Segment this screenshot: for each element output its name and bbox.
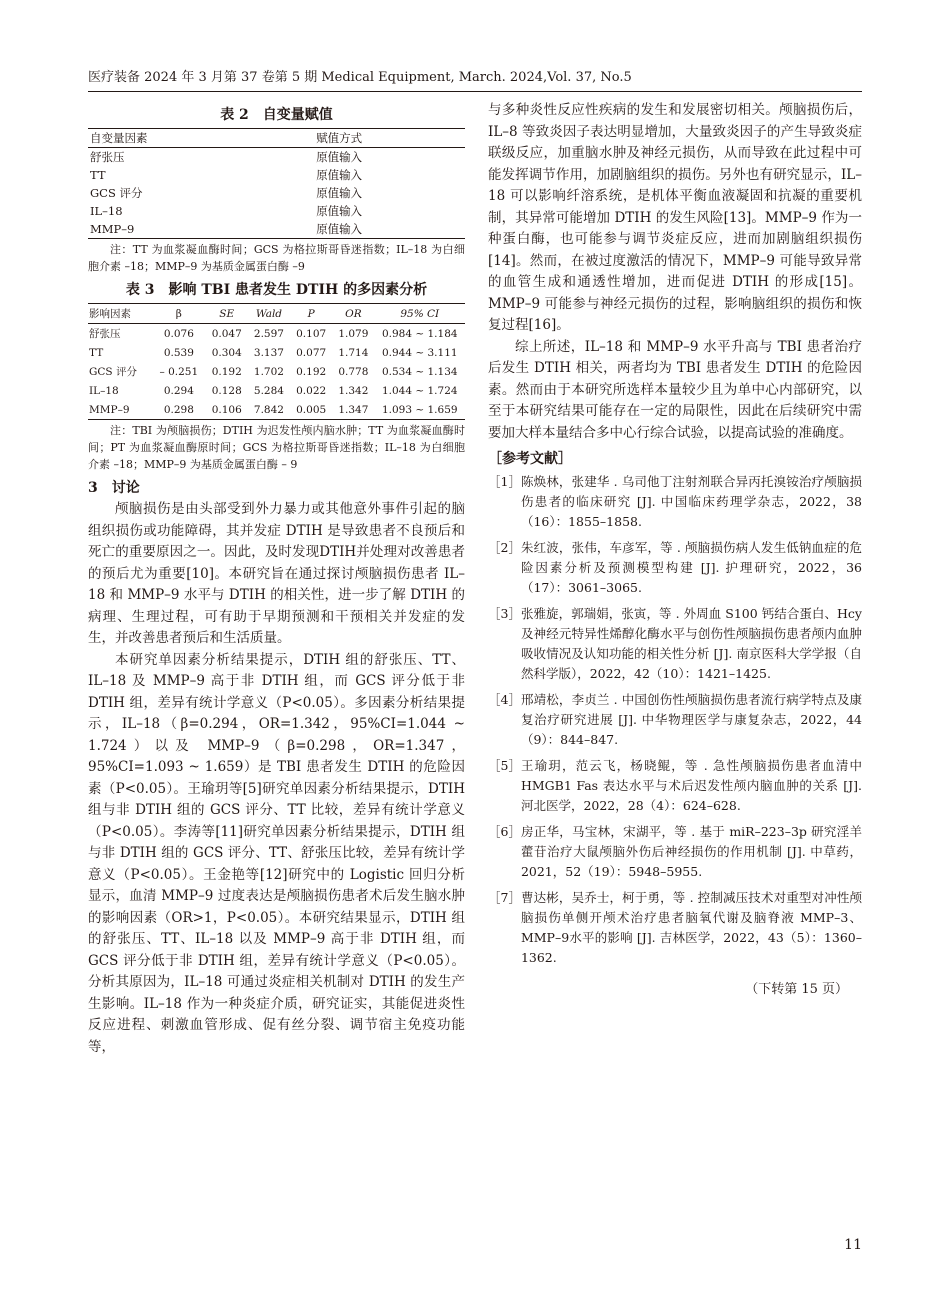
table3 (88, 303, 465, 420)
table-row (88, 324, 465, 344)
table-cell: 原值输入 (314, 220, 465, 239)
table3-header-cell: SE (206, 304, 248, 324)
left-column (88, 100, 465, 1058)
reference-item (488, 888, 862, 968)
table-cell: 0.077 (296, 346, 327, 359)
table-cell: 0.294 (163, 384, 194, 397)
reference-item (488, 756, 862, 816)
table3-header-row (88, 304, 465, 324)
right-column (488, 100, 862, 997)
table-cell: 0.534 ~ 1.134 (381, 365, 458, 378)
table-cell: GCS 评分 (90, 186, 143, 200)
reference-number: ［4］ (488, 692, 521, 707)
reference-item (488, 538, 862, 598)
table-row (88, 343, 465, 362)
table3-header-cell: 95% CI (375, 304, 465, 324)
table-cell: GCS 评分 (89, 366, 137, 378)
table3-header-cell: P (290, 304, 332, 324)
body-paragraph: 综上所述，IL–18 和 MMP–9 水平升高与 TBI 患者治疗后发生 DTIH 相关，两者均为 TBI 患者发生 DTIH 的危险因素。然而由于本研究所选样本量较少且为单中心内部研究，以至于本研究结果可能存在一定的局限性，因此在后续研究中需要加大样本量结合多中心行综合试验，以提高试验的准确度。 (488, 338, 862, 441)
table-cell: IL–18 (89, 384, 119, 397)
table2-header-cell: 赋值方式 (314, 129, 465, 148)
reference-text: 曹达彬，吴乔士，柯于勇，等 . 控制减压技术对重型对冲性颅脑损伤单侧开颅术治疗患者脑氧代谢及脑脊液 MMP–3、MMP–9水平的影响 [J]. 吉林医学，2022，43（5）：1360–1362. (520, 890, 862, 965)
table-row (88, 381, 465, 400)
reference-number: ［3］ (488, 606, 521, 621)
table-cell: 1.702 (253, 365, 284, 378)
table2-header-cell: 自变量因素 (88, 129, 314, 148)
table-cell: 1.342 (338, 384, 369, 397)
table3-header-cell: Wald (248, 304, 290, 324)
table2-caption: 表 2 自变量赋值 (220, 107, 333, 123)
table-cell: 0.298 (152, 400, 206, 420)
table-cell: 0.539 (163, 346, 194, 359)
table-cell: 0.304 (211, 346, 242, 359)
table3-header-cell: β (152, 304, 206, 324)
reference-list (488, 472, 862, 968)
table-cell: IL–18 (90, 204, 123, 218)
table-cell: 7.842 (248, 400, 290, 420)
table-cell: 0.944 ~ 3.111 (381, 346, 458, 359)
reference-number: ［2］ (488, 540, 521, 555)
table-cell: 舒张压 (90, 150, 125, 164)
table-cell: MMP–9 (88, 400, 152, 420)
table2 (88, 128, 465, 239)
table-cell: 0.107 (296, 327, 327, 340)
reference-text: 王瑜玥，范云飞，杨晓鲲，等 . 急性颅脑损伤患者血清中 HMGB1 Fas 表达水平与术后迟发性颅内脑血肿的关系 [J]. 河北医学，2022，28（4）：624–628. (520, 758, 862, 813)
table-cell: 舒张压 (89, 328, 121, 340)
table3-header-cell: 影响因素 (88, 304, 152, 324)
reference-text: 房正华，马宝林，宋湖平，等 . 基于 miR–223–3p 研究淫羊藿苷治疗大鼠颅脑外伤后神经损伤的作用机制 [J]. 中草药，2021，52（19）：5948–5955. (520, 824, 862, 879)
reference-text: 张雅旋，郭瑞娟，张寅，等 . 外周血 S100 钙结合蛋白、Hcy 及神经元特异性烯醇化酶水平与创伤性颅脑损伤患者颅内血肿吸收情况及认知功能的相关性分析 [J]. 南京医科大学学报（自然科学版），2022，42（10）：1421–1425. (520, 606, 862, 681)
table-cell: 原值输入 (316, 204, 363, 218)
table-cell: 0.192 (211, 365, 242, 378)
table3-caption: 表 3 影响 TBI 患者发生 DTIH 的多因素分析 (125, 282, 428, 298)
table-row (88, 184, 465, 202)
table-cell: 原值输入 (316, 186, 363, 200)
table-row (88, 148, 465, 167)
table-row (88, 202, 465, 220)
table-cell: 5.284 (253, 384, 284, 397)
page-number: 11 (844, 1237, 862, 1253)
table-cell: 0.022 (296, 384, 327, 397)
running-header: 医疗装备 2024 年 3 月第 37 卷第 5 期 Medical Equipment, March. 2024,Vol. 37, No.5 (88, 70, 632, 85)
reference-item (488, 822, 862, 882)
table2-header-row (88, 129, 465, 148)
table-cell: 1.079 (338, 327, 369, 340)
reference-number: ［6］ (488, 824, 521, 839)
table-cell: – 0.251 (159, 365, 199, 378)
table-row (88, 166, 465, 184)
reference-number: ［5］ (488, 758, 521, 773)
reference-text: 邢靖松，李贞兰 . 中国创伤性颅脑损伤患者流行病学特点及康复治疗研究进展 [J]. 中华物理医学与康复杂志，2022，44（9）：844–847. (520, 692, 862, 747)
table-cell: 0.128 (211, 384, 242, 397)
references-heading: ［参考文献］ (488, 451, 572, 467)
table-cell: 0.005 (290, 400, 332, 420)
table-cell: 0.076 (163, 327, 194, 340)
table-cell: 3.137 (253, 346, 284, 359)
table3-header-cell: OR (332, 304, 374, 324)
reference-item (488, 472, 862, 532)
table-cell: 0.984 ~ 1.184 (381, 327, 458, 340)
table3-note: 注：TBI 为颅脑损伤；DTIH 为迟发性颅内脑水肿；TT 为血浆凝血酶时间；PT 为血浆凝血酶原时间；GCS 为格拉斯哥昏迷指数；IL–18 为白细胞介素 –18；MMP–9 为基质金属蛋白酶 – 9 (88, 424, 465, 471)
reference-number: ［7］ (488, 890, 521, 905)
table-cell: MMP–9 (88, 220, 314, 239)
continued-note: （下转第 15 页） (745, 982, 848, 997)
table-cell: 1.093 ~ 1.659 (375, 400, 465, 420)
reference-text: 陈焕林，张建华 . 乌司他丁注射剂联合异丙托溴铵治疗颅脑损伤患者的临床研究 [J]. 中国临床药理学杂志，2022，38（16）：1855–1858. (520, 474, 862, 529)
table2-note: 注：TT 为血浆凝血酶时间；GCS 为格拉斯哥昏迷指数；IL–18 为白细胞介素 –18；MMP–9 为基质金属蛋白酶 –9 (88, 243, 465, 273)
table-cell: 0.106 (206, 400, 248, 420)
table-cell: 0.778 (338, 365, 369, 378)
table-cell: TT (89, 346, 104, 359)
table-row (88, 400, 465, 420)
reference-number: ［1］ (488, 474, 521, 489)
table-cell: 1.714 (338, 346, 369, 359)
body-paragraph: 与多种炎性反应性疾病的发生和发展密切相关。颅脑损伤后，IL–8 等致炎因子表达明显增加，大量致炎因子的产生导致炎症联级反应，加重脑水肿及神经元损伤，从而导致在此过程中可能发挥调节作用，加剧脑组织的损伤。另外也有研究显示，IL–18 可以影响纤溶系统，是机体平衡血液凝固和抗凝的重要机制，其异常可能增加 DTIH 的发生风险[13]。MMP–9 作为一种蛋白酶，也可能参与调节炎症反应，进而加剧脑组织损伤[14]。然而，在被过度激活的情况下，MMP–9 可能导致异常的血管生成和通透性增加，进而促进 DTIH 的形成[15]。MMP–9 可能参与神经元损伤的过程，影响脑组织的损伤和恢复过程[16]。 (488, 102, 862, 333)
table-cell: 原值输入 (316, 150, 363, 164)
reference-item (488, 604, 862, 684)
reference-text: 朱红波，张伟，车彦军，等 . 颅脑损伤病人发生低钠血症的危险因素分析及预测模型构建 [J]. 护理研究，2022，36（17）：3061–3065. (520, 540, 862, 595)
table-cell: 原值输入 (316, 168, 363, 182)
table-cell: 0.192 (296, 365, 327, 378)
table-cell: TT (90, 168, 106, 182)
body-paragraph: 颅脑损伤是由头部受到外力暴力或其他意外事件引起的脑组织损伤或功能障碍，其并发症 DTIH 是导致患者不良预后和死亡的重要原因之一。因此，及时发现DTIH并处理对改善患者的预后尤为重要[10]。本研究旨在通过探讨颅脑损伤患者 IL–18 和 MMP–9 水平与 DTIH 的相关性，进一步了解 DTIH 的病理、生理过程，可有助于早期预测和干预相关并发症的发生，并改善患者预后和生活质量。 (88, 501, 465, 646)
table-row (88, 362, 465, 381)
body-paragraph: 本研究单因素分析结果提示，DTIH 组的舒张压、TT、IL–18 及 MMP–9 高于非 DTIH 组，而 GCS 评分低于非 DTIH 组，差异有统计学意义（P<0.05）。多因素分析结果提示，IL–18（β=0.294，OR=1.342，95%CI=1.044 ~ 1.724）以及 MMP–9（β=0.298，OR=1.347，95%CI=1.093 ~ 1.659）是 TBI 患者发生 DTIH 的危险因素（P<0.05）。王瑜玥等[5]研究单因素分析结果提示，DTIH 组与非 DTIH 组的 GCS 评分、TT 比较，差异有统计学意义（P<0.05）。李涛等[11]研究单因素分析结果提示，DTIH 组与非 DTIH 组的 GCS 评分、TT、舒张压比较，差异有统计学意义（P<0.05）。王金艳等[12]研究中的 Logistic 回归分析显示，血清 MMP–9 过度表达是颅脑损伤患者术后发生脑水肿的影响因素（OR>1，P<0.05）。本研究结果显示，DTIH 组的舒张压、TT、IL–18 以及 MMP–9 高于非 DTIH 组，而 GCS 评分低于非 DTIH 组，差异有统计学意义（P<0.05）。分析其原因为，IL–18 可通过炎症相关机制对 DTIH 的发生产生影响。IL–18 作为一种炎症介质，研究证实，其能促进炎性反应进程、刺激血管形成、促有丝分裂、调节宿主免疫功能等， (88, 651, 465, 1055)
header-rule (88, 91, 862, 92)
table-cell: 0.047 (211, 327, 242, 340)
table-cell: 1.044 ~ 1.724 (381, 384, 458, 397)
table-row (88, 220, 465, 239)
section-heading: 3 讨论 (88, 480, 140, 496)
table-cell: 1.347 (332, 400, 374, 420)
table-cell: 2.597 (253, 327, 284, 340)
reference-item (488, 690, 862, 750)
